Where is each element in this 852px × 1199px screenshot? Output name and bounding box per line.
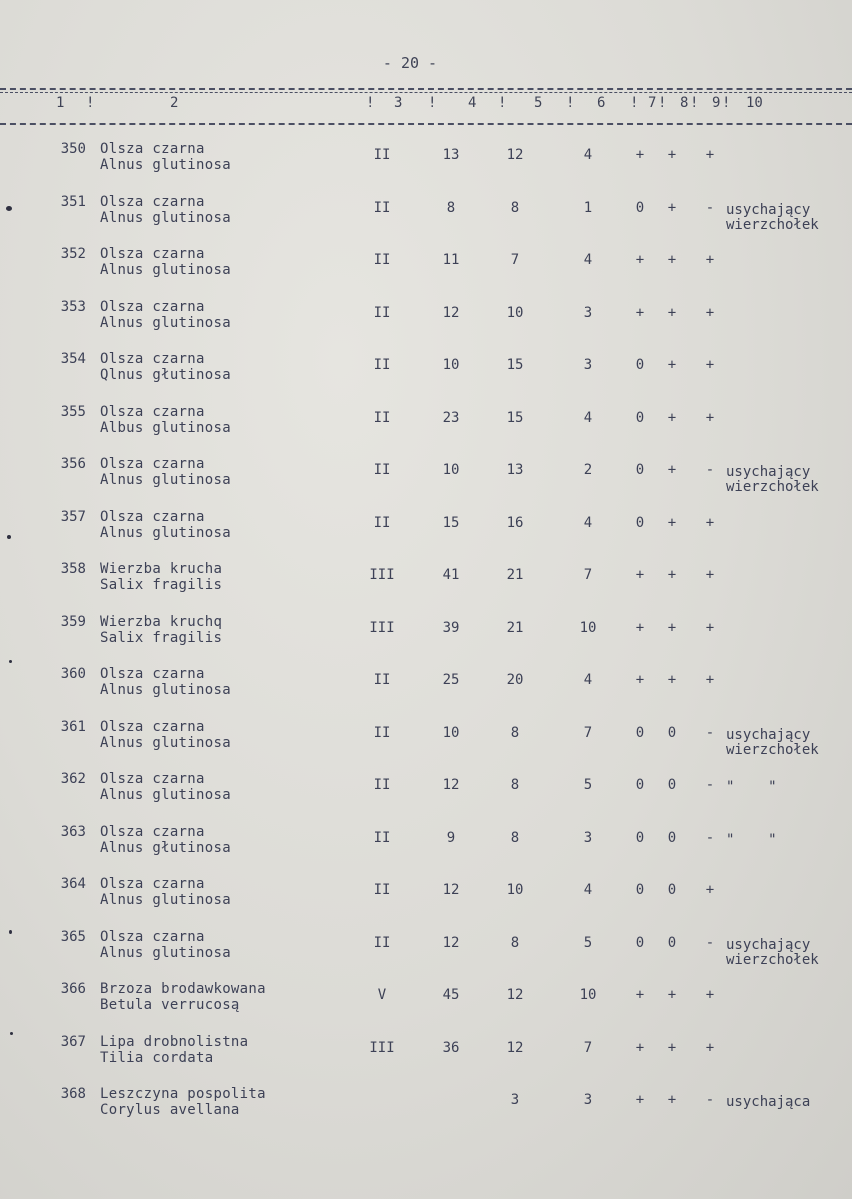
species-latin-name: Alnus glutinosa: [100, 682, 231, 698]
header-col-4: 4: [468, 95, 477, 111]
species-latin-name: Alnus glutinosa: [100, 262, 231, 278]
col-9-mark: +: [705, 409, 715, 426]
col-8-mark: 0: [667, 724, 677, 741]
col-4-value: 39: [442, 619, 460, 636]
species-polish-name: Olsza czarna: [100, 456, 205, 472]
col-8-mark: +: [667, 987, 677, 1003]
col-7-mark: 0: [635, 199, 645, 216]
col-7-mark: +: [635, 304, 645, 321]
species-polish-name: Olsza czarna: [100, 876, 205, 892]
species-latin-name: Tilia cordata: [100, 1049, 214, 1066]
col-8-mark: +: [667, 672, 677, 688]
row-number: 350: [60, 141, 86, 157]
col-8-mark: +: [667, 514, 677, 531]
col-6-value: 4: [583, 409, 593, 426]
species-latin-name: Alnus glutinosa: [100, 472, 231, 488]
tree-class: III: [369, 567, 395, 583]
table-row: [0, 1085, 852, 1137]
col-9-mark: +: [705, 252, 715, 268]
col-5-value: 10: [506, 304, 524, 321]
col-5-value: 21: [506, 619, 524, 636]
table-row: [0, 823, 852, 875]
table-row: [0, 298, 852, 350]
species-latin-name: Alnus głutinosa: [100, 839, 231, 856]
tree-class: II: [373, 199, 391, 216]
table-row: [0, 980, 852, 1032]
col-5-value: 15: [506, 409, 524, 426]
col-5-value: 15: [506, 357, 524, 373]
col-7-mark: 0: [635, 409, 645, 426]
tree-class: II: [373, 304, 391, 321]
col-9-mark: +: [705, 514, 715, 531]
tree-class: V: [377, 987, 387, 1003]
header-separator: !: [86, 95, 95, 111]
tree-class: II: [373, 829, 391, 846]
row-number: 356: [60, 456, 86, 472]
col-8-mark: +: [667, 462, 677, 478]
col-6-value: 4: [583, 147, 593, 163]
header-separator: !: [566, 95, 575, 111]
remark-line-2: wierzchołek: [726, 741, 819, 758]
species-polish-name: Leszczyna pospolita: [100, 1086, 266, 1102]
col-9-mark: +: [705, 567, 715, 583]
species-polish-name: Olsza czarna: [100, 141, 205, 157]
remark-line-2: wierzchołek: [726, 479, 819, 495]
col-6-value: 7: [583, 1039, 593, 1056]
species-polish-name: Olsza czarna: [100, 718, 205, 735]
col-9-mark: +: [705, 1039, 715, 1056]
scan-speck: [6, 206, 12, 211]
col-4-value: 41: [442, 567, 460, 583]
tree-class: II: [373, 934, 391, 951]
species-latin-name: Betula verrucosą: [100, 997, 240, 1013]
col-6-value: 4: [583, 672, 593, 688]
header-col-7: 7: [648, 95, 657, 111]
header-top-rule: [0, 88, 852, 90]
table-row: [0, 718, 852, 770]
tree-class: II: [373, 724, 391, 741]
col-4-value: 12: [442, 934, 460, 951]
col-9-mark: +: [705, 672, 715, 688]
col-9-mark: -: [705, 934, 715, 951]
tree-class: II: [373, 147, 391, 163]
col-8-mark: 0: [667, 882, 677, 898]
col-7-mark: 0: [635, 934, 645, 951]
tree-class: II: [373, 777, 391, 793]
table-row: [0, 455, 852, 507]
scan-speck: [9, 660, 12, 663]
species-latin-name: Alnus glutinosa: [100, 944, 231, 961]
col-8-mark: +: [667, 409, 677, 426]
col-8-mark: +: [667, 619, 677, 636]
col-7-mark: +: [635, 567, 645, 583]
col-9-mark: -: [705, 829, 715, 846]
table-row: [0, 770, 852, 822]
table-row: [0, 928, 852, 980]
col-9-mark: -: [705, 1092, 715, 1108]
col-4-value: 8: [446, 199, 456, 216]
header-separator: !: [722, 95, 731, 111]
col-7-mark: +: [635, 1039, 645, 1056]
row-number: 359: [60, 613, 86, 630]
species-latin-name: Salix fragilis: [100, 577, 223, 593]
species-polish-name: Olsza czarna: [100, 298, 205, 315]
col-9-mark: +: [705, 147, 715, 163]
species-polish-name: Wierzba krucha: [100, 561, 223, 577]
col-4-value: 10: [442, 462, 460, 478]
row-number: 366: [60, 981, 86, 997]
table-row: [0, 193, 852, 245]
col-5-value: 16: [506, 514, 524, 531]
header-col-2: 2: [170, 95, 179, 111]
tree-class: II: [373, 409, 391, 426]
col-9-mark: +: [705, 357, 715, 373]
col-7-mark: 0: [635, 462, 645, 478]
col-6-value: 4: [583, 514, 593, 531]
col-7-mark: +: [635, 619, 645, 636]
species-latin-name: Alnus glutinosa: [100, 734, 231, 751]
col-7-mark: +: [635, 987, 645, 1003]
col-7-mark: 0: [635, 514, 645, 531]
tree-class: II: [373, 252, 391, 268]
col-6-value: 7: [583, 724, 593, 741]
species-polish-name: Olsza czarna: [100, 928, 205, 945]
species-polish-name: Lipa drobnolistna: [100, 1033, 249, 1050]
col-8-mark: +: [667, 252, 677, 268]
col-9-mark: +: [705, 882, 715, 898]
remark-line-1: usychająca: [726, 1094, 811, 1110]
col-6-value: 4: [583, 882, 593, 898]
col-7-mark: +: [635, 147, 645, 163]
scan-speck: [9, 930, 12, 934]
tree-class: III: [369, 619, 395, 636]
col-9-mark: -: [705, 199, 715, 216]
col-5-value: 10: [506, 882, 524, 898]
header-separator: !: [630, 95, 639, 111]
col-9-mark: -: [705, 724, 715, 741]
row-number: 363: [60, 823, 86, 840]
table-row: [0, 613, 852, 665]
col-8-mark: 0: [667, 934, 677, 951]
col-5-value: 3: [510, 1092, 520, 1108]
col-4-value: 12: [442, 304, 460, 321]
col-7-mark: +: [635, 252, 645, 268]
col-5-value: 13: [506, 462, 524, 478]
col-4-value: 12: [442, 882, 460, 898]
header-separator: !: [428, 95, 437, 111]
row-number: 352: [60, 246, 86, 262]
species-polish-name: Olsza czarna: [100, 508, 205, 525]
col-8-mark: 0: [667, 829, 677, 846]
species-latin-name: Alnus glutinosa: [100, 524, 231, 541]
col-5-value: 12: [506, 1039, 524, 1056]
row-number: 353: [60, 298, 86, 315]
species-latin-name: Alnus glutinosa: [100, 892, 231, 908]
row-number: 354: [60, 351, 86, 367]
col-4-value: 23: [442, 409, 460, 426]
col-4-value: 36: [442, 1039, 460, 1056]
remark-line-1: usychający: [726, 201, 811, 218]
remark-line-1: " ": [726, 831, 777, 848]
tree-class: II: [373, 357, 391, 373]
col-5-value: 8: [510, 724, 520, 741]
table-row: [0, 508, 852, 560]
row-number: 365: [60, 928, 86, 945]
species-polish-name: Wierzba kruchq: [100, 613, 223, 630]
col-7-mark: 0: [635, 357, 645, 373]
row-number: 362: [60, 771, 86, 787]
species-latin-name: Alnus glutinosa: [100, 787, 231, 803]
col-7-mark: +: [635, 672, 645, 688]
row-number: 355: [60, 403, 86, 420]
col-5-value: 20: [506, 672, 524, 688]
col-8-mark: +: [667, 304, 677, 321]
species-polish-name: Olsza czarna: [100, 666, 205, 682]
row-number: 357: [60, 508, 86, 525]
species-polish-name: Olsza czarna: [100, 823, 205, 840]
row-number: 358: [60, 561, 86, 577]
header-top-rule-thin: [0, 92, 852, 93]
col-5-value: 8: [510, 777, 520, 793]
row-number: 361: [60, 718, 86, 735]
col-5-value: 12: [506, 987, 524, 1003]
remark-line-1: usychający: [726, 464, 811, 480]
table-row: [0, 665, 852, 717]
header-bottom-rule: [0, 123, 852, 125]
tree-class: II: [373, 672, 391, 688]
col-4-value: 25: [442, 672, 460, 688]
header-col-1: 1: [56, 95, 65, 111]
species-polish-name: Brzoza brodawkowana: [100, 981, 266, 997]
scan-speck: [7, 535, 11, 539]
col-4-value: 13: [442, 147, 460, 163]
remark-line-1: " ": [726, 779, 777, 795]
remark-line-2: wierzchołek: [726, 951, 819, 968]
species-latin-name: Salix fragilis: [100, 629, 223, 646]
col-6-value: 4: [583, 252, 593, 268]
col-7-mark: 0: [635, 724, 645, 741]
col-6-value: 7: [583, 567, 593, 583]
tree-class: II: [373, 462, 391, 478]
header-separator: !: [690, 95, 699, 111]
col-5-value: 8: [510, 199, 520, 216]
table-row: [0, 875, 852, 927]
col-6-value: 5: [583, 777, 593, 793]
col-9-mark: -: [705, 462, 715, 478]
table-row: [0, 140, 852, 192]
tree-class: III: [369, 1039, 395, 1056]
col-8-mark: +: [667, 1039, 677, 1056]
col-8-mark: +: [667, 147, 677, 163]
col-4-value: 11: [442, 252, 460, 268]
col-6-value: 3: [583, 829, 593, 846]
header-col-9: 9: [712, 95, 721, 111]
page-number: - 20 -: [382, 54, 438, 72]
col-6-value: 2: [583, 462, 593, 478]
col-4-value: 45: [442, 987, 460, 1003]
col-4-value: 15: [442, 514, 460, 531]
species-latin-name: Alnus glutinosa: [100, 157, 231, 173]
species-polish-name: Olsza czarna: [100, 351, 205, 367]
table-row: [0, 350, 852, 402]
col-7-mark: +: [635, 1092, 645, 1108]
header-separator: !: [366, 95, 375, 111]
header-col-8: 8: [680, 95, 689, 111]
row-number: 368: [60, 1086, 86, 1102]
col-4-value: 10: [442, 357, 460, 373]
table-row: [0, 403, 852, 455]
col-8-mark: +: [667, 1092, 677, 1108]
species-polish-name: Olsza czarna: [100, 193, 205, 210]
row-number: 360: [60, 666, 86, 682]
scan-speck: [10, 1032, 13, 1035]
col-5-value: 21: [506, 567, 524, 583]
col-9-mark: +: [705, 987, 715, 1003]
col-4-value: 10: [442, 724, 460, 741]
col-5-value: 7: [510, 252, 520, 268]
species-latin-name: Albus glutinosa: [100, 419, 231, 436]
row-number: 351: [60, 193, 86, 210]
species-polish-name: Olsza czarna: [100, 771, 205, 787]
col-7-mark: 0: [635, 829, 645, 846]
header-col-10: 10: [746, 95, 763, 111]
remark-line-1: usychający: [726, 936, 811, 953]
col-5-value: 8: [510, 829, 520, 846]
col-9-mark: -: [705, 777, 715, 793]
header-col-6: 6: [597, 95, 606, 111]
col-6-value: 10: [579, 619, 597, 636]
table-row: [0, 245, 852, 297]
col-6-value: 3: [583, 1092, 593, 1108]
remark-line-2: wierzchołek: [726, 216, 819, 233]
col-6-value: 10: [579, 987, 597, 1003]
species-latin-name: Alnus glutinosa: [100, 209, 231, 226]
col-9-mark: +: [705, 304, 715, 321]
table-row: [0, 560, 852, 612]
col-4-value: 12: [442, 777, 460, 793]
col-8-mark: +: [667, 357, 677, 373]
header-separator: !: [658, 95, 667, 111]
col-9-mark: +: [705, 619, 715, 636]
header-col-5: 5: [534, 95, 543, 111]
remark-line-1: usychający: [726, 726, 811, 743]
header-separator: !: [498, 95, 507, 111]
col-6-value: 5: [583, 934, 593, 951]
row-number: 367: [60, 1033, 86, 1050]
tree-class: II: [373, 514, 391, 531]
row-number: 364: [60, 876, 86, 892]
col-8-mark: 0: [667, 777, 677, 793]
col-8-mark: +: [667, 567, 677, 583]
species-latin-name: Corylus avellana: [100, 1102, 240, 1118]
col-8-mark: +: [667, 199, 677, 216]
species-latin-name: Alnus glutinosa: [100, 314, 231, 331]
col-5-value: 8: [510, 934, 520, 951]
col-7-mark: 0: [635, 882, 645, 898]
species-latin-name: Qlnus głutinosa: [100, 367, 231, 383]
col-5-value: 12: [506, 147, 524, 163]
header-col-3: 3: [394, 95, 403, 111]
table-row: [0, 1033, 852, 1085]
species-polish-name: Olsza czarna: [100, 246, 205, 262]
col-6-value: 3: [583, 357, 593, 373]
col-4-value: 9: [446, 829, 456, 846]
col-7-mark: 0: [635, 777, 645, 793]
col-6-value: 3: [583, 304, 593, 321]
col-6-value: 1: [583, 199, 593, 216]
tree-class: II: [373, 882, 391, 898]
species-polish-name: Olsza czarna: [100, 403, 205, 420]
